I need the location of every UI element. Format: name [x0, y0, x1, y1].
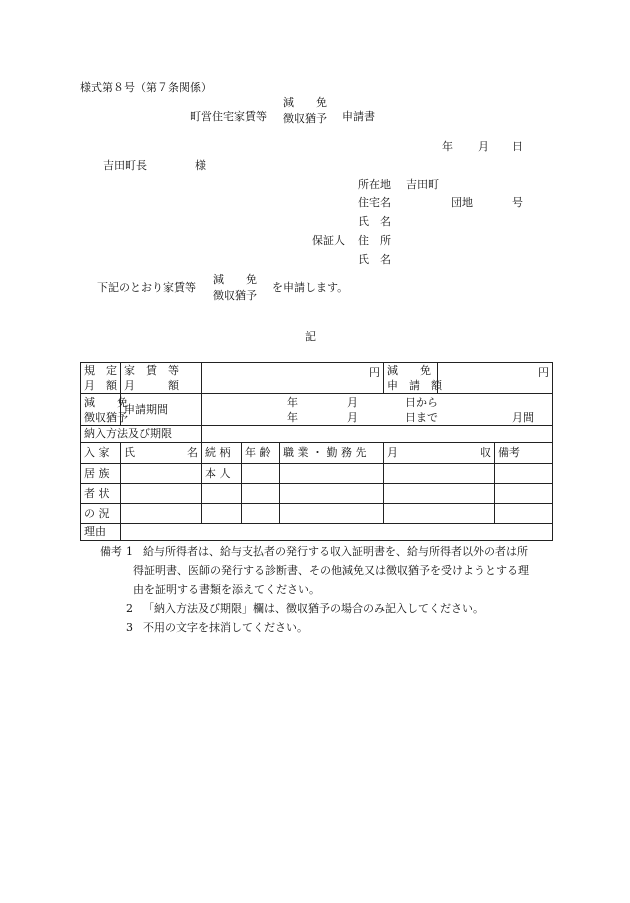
age-cell[interactable] — [242, 504, 280, 524]
to-day-label: 日まで — [405, 411, 438, 424]
relation-cell: 本 人 — [202, 464, 242, 484]
from-year-label: 年 — [287, 396, 298, 409]
ki-heading: 記 — [305, 330, 316, 343]
reason-label: 理由 — [81, 524, 121, 541]
intro-suffix: を申請します。 — [272, 281, 349, 294]
occupation-cell[interactable] — [280, 504, 384, 524]
to-year-label: 年 — [287, 411, 298, 424]
reduction-request-label: 減 免 申 請 額 — [384, 363, 438, 394]
guarantor-address-label: 住 所 — [358, 234, 391, 247]
table-row — [81, 394, 553, 426]
income-cell[interactable] — [384, 484, 495, 504]
applicant-name-label: 氏 名 — [358, 215, 391, 228]
payment-method-field[interactable] — [202, 426, 553, 443]
note-1-line-3: 由を証明する書類を添えてください。 — [133, 583, 320, 596]
from-month-label: 月 — [347, 396, 358, 409]
date-month-label: 月 — [478, 140, 489, 153]
form-number: 様式第８号（第７条関係） — [80, 81, 212, 94]
occupation-cell[interactable] — [280, 464, 384, 484]
age-header: 年 齢 — [242, 443, 280, 464]
remarks-header: 備考 — [495, 443, 553, 464]
monthly-income-header: 月 収 — [384, 443, 495, 464]
guarantor-label: 保証人 — [312, 234, 345, 247]
note-2-text: 「納入方法及び期限」欄は、徴収猶予の場合のみ記入してください。 — [143, 602, 484, 615]
remarks-cell[interactable] — [495, 504, 553, 524]
intro-prefix: 下記のとおり家賃等 — [97, 281, 196, 294]
title-option-stack — [283, 97, 327, 124]
intro-option-deferral: 徴収猶予 — [213, 289, 257, 302]
relation-cell[interactable] — [202, 504, 242, 524]
table-row — [81, 524, 553, 541]
resident-name-cell[interactable] — [121, 464, 202, 484]
reduction-deferral-label: 減 免 徴収猶予 — [81, 394, 121, 426]
date-year-label: 年 — [442, 140, 453, 153]
application-period-label: 申請期間 — [121, 394, 202, 426]
resident-name-cell[interactable] — [121, 484, 202, 504]
remarks-cell[interactable] — [495, 464, 553, 484]
notes-label: 備考 — [100, 545, 122, 558]
address-label: 所在地 — [358, 178, 391, 191]
note-1-line-2: 得証明書、医師の発行する診断書、その他減免又は徴収猶予を受けようとする理 — [133, 564, 529, 577]
table-row — [81, 443, 553, 464]
occupation-cell[interactable] — [280, 484, 384, 504]
resident-side-label-2: 居 族 — [81, 464, 121, 484]
rent-monthly-amount-field[interactable] — [202, 363, 384, 394]
guarantor-name-label: 氏 名 — [358, 253, 391, 266]
relation-header: 続 柄 — [202, 443, 242, 464]
title-prefix: 町営住宅家賃等 — [190, 110, 267, 123]
application-period-field[interactable] — [202, 394, 553, 426]
addressee-name: 吉田町長 — [103, 159, 147, 172]
note-2-number: 2 — [126, 602, 133, 615]
note-1-line-1: 給与所得者は、給与支払者の発行する収入証明書を、給与所得者以外の者は所 — [143, 545, 528, 558]
date-day-label: 日 — [512, 140, 523, 153]
table-row — [81, 363, 553, 394]
prescribed-monthly-label: 規 定 月 額 — [81, 363, 121, 394]
payment-method-label: 納入方法及び期限 — [81, 426, 202, 443]
title-option-deferral: 徴収猶予 — [283, 112, 327, 125]
age-cell[interactable] — [242, 464, 280, 484]
note-3-text: 不用の文字を抹消してください。 — [143, 621, 308, 634]
resident-side-label-4: の 況 — [81, 504, 121, 524]
income-cell[interactable] — [384, 464, 495, 484]
table-row — [81, 504, 553, 524]
resident-side-label-3: 者 状 — [81, 484, 121, 504]
rent-monthly-label: 家 賃 等 月 額 — [121, 363, 202, 394]
remarks-cell[interactable] — [495, 484, 553, 504]
addressee-honorific: 様 — [195, 159, 206, 172]
table-row — [81, 426, 553, 443]
income-cell[interactable] — [384, 504, 495, 524]
resident-side-label-1: 入 家 — [81, 443, 121, 464]
yen-unit: 円 — [538, 366, 549, 379]
to-month-label: 月 — [347, 411, 358, 424]
intro-option-stack — [213, 274, 257, 301]
application-table — [80, 362, 553, 541]
unit-number-label: 号 — [512, 196, 523, 209]
yen-unit: 円 — [369, 366, 380, 379]
reason-field[interactable] — [121, 524, 553, 541]
note-1-number: 1 — [126, 545, 133, 558]
housing-name-label: 住宅名 — [358, 196, 391, 209]
table-row — [81, 464, 553, 484]
intro-option-reduction: 減 免 — [213, 273, 257, 286]
age-cell[interactable] — [242, 484, 280, 504]
relation-cell[interactable] — [202, 484, 242, 504]
danchi-label: 団地 — [451, 196, 473, 209]
from-day-label: 日から — [405, 396, 438, 409]
reduction-request-amount-field[interactable] — [438, 363, 553, 394]
title-suffix: 申請書 — [342, 110, 375, 123]
occupation-header: 職 業 ・ 勤 務 先 — [280, 443, 384, 464]
months-label: 月間 — [512, 411, 534, 424]
name-header: 氏 名 — [121, 443, 202, 464]
address-value: 吉田町 — [406, 178, 439, 191]
title-option-reduction: 減 免 — [283, 96, 327, 109]
note-3-number: 3 — [126, 621, 133, 634]
resident-name-cell[interactable] — [121, 504, 202, 524]
table-row — [81, 484, 553, 504]
